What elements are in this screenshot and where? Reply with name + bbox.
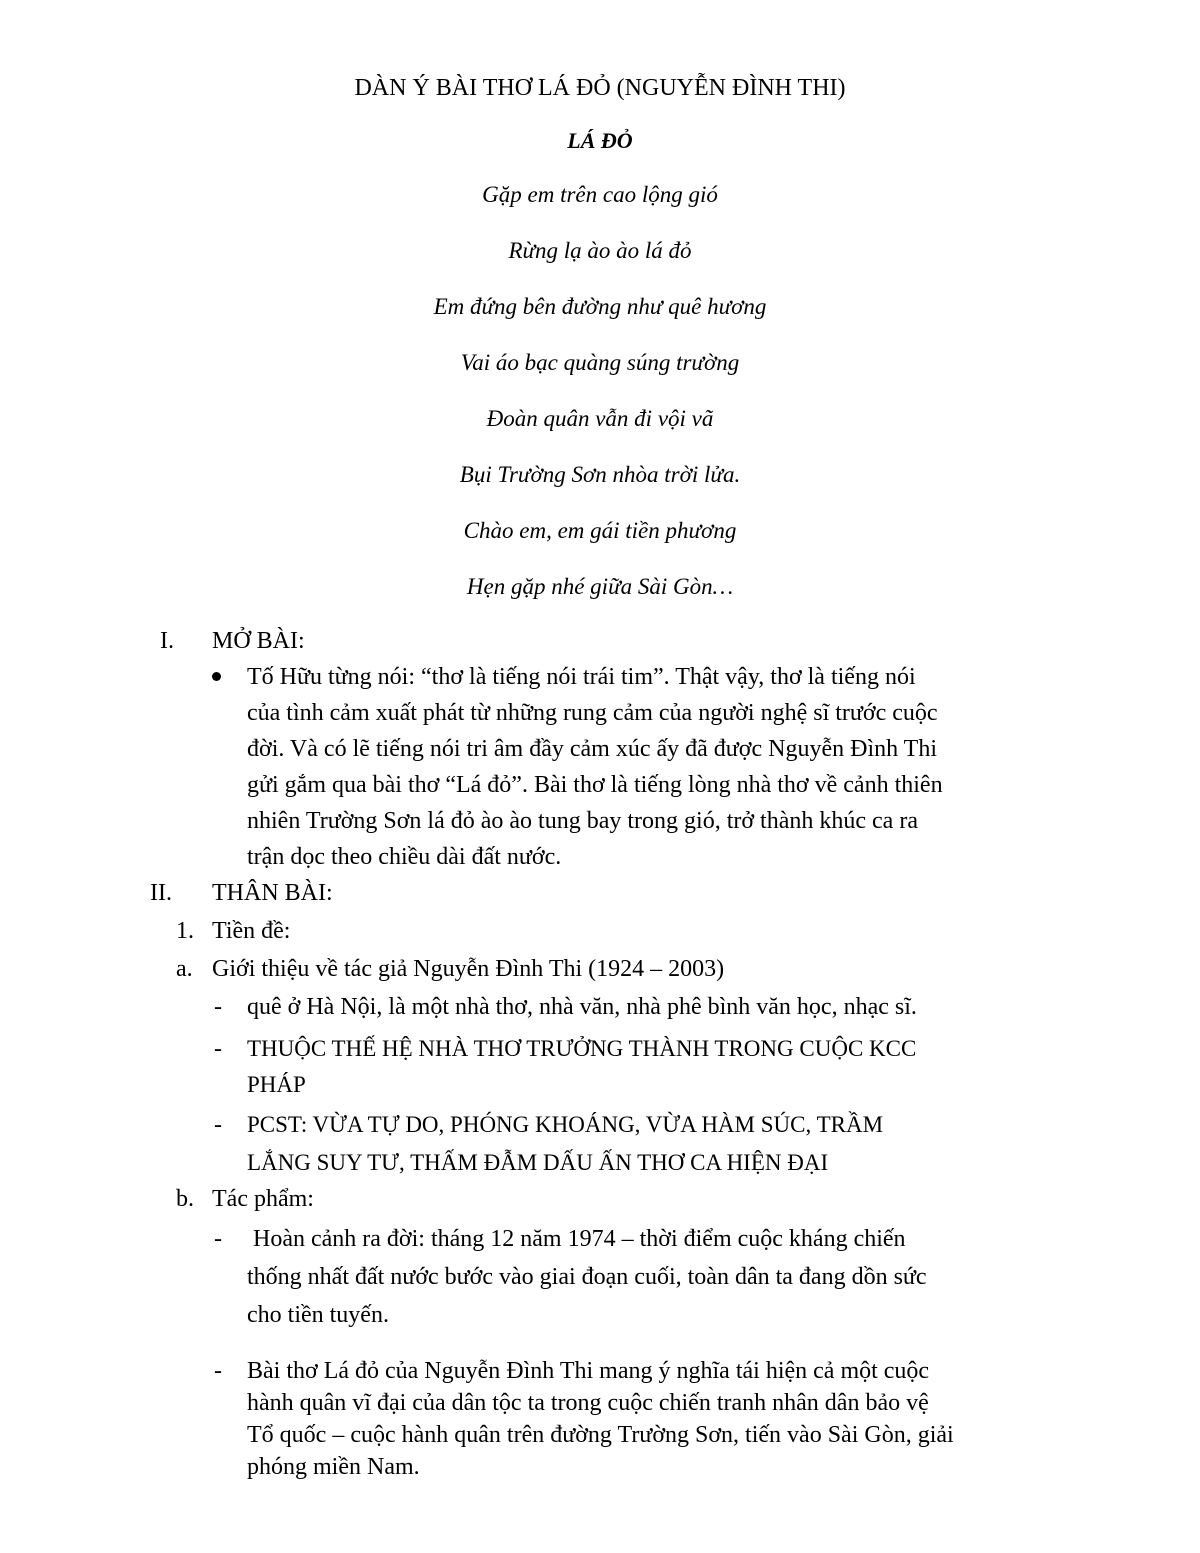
section-heading-than-bai: THÂN BÀI:	[212, 880, 333, 906]
dash-item-line: PCST: VỪA TỰ DO, PHÓNG KHOÁNG, VỪA HÀM SÚC, TRẦM	[247, 1112, 884, 1137]
dash-item-line: PHÁP	[247, 1072, 306, 1097]
list-marker: a.	[176, 956, 193, 982]
section-numeral: I.	[160, 628, 174, 654]
dash-marker: -	[214, 1112, 222, 1138]
poem-line: Em đứng bên đường như quê hương	[433, 294, 767, 319]
dash-item-line: quê ở Hà Nội, là một nhà thơ, nhà văn, nhà phê bình văn học, nhạc sĩ.	[247, 994, 917, 1020]
bullet-icon	[212, 672, 221, 681]
dash-marker: -	[214, 994, 222, 1020]
paragraph-line: nhiên Trường Sơn lá đỏ ào ào tung bay trong gió, trở thành khúc ca ra	[247, 808, 918, 834]
section-numeral: II.	[150, 880, 172, 906]
dash-marker: -	[214, 1036, 222, 1062]
dash-item-line: Bài thơ Lá đỏ của Nguyễn Đình Thi mang ý nghĩa tái hiện cả một cuộc	[247, 1358, 930, 1384]
dash-marker: -	[214, 1226, 222, 1252]
poem-line: Gặp em trên cao lộng gió	[482, 182, 718, 207]
poem-line: Bụi Trường Sơn nhòa trời lửa.	[459, 462, 741, 487]
dash-item-line: Tổ quốc – cuộc hành quân trên đường Trường Sơn, tiến vào Sài Gòn, giải	[247, 1422, 954, 1448]
list-marker: 1.	[176, 918, 194, 944]
paragraph-line: gửi gắm qua bài thơ “Lá đỏ”. Bài thơ là tiếng lòng nhà thơ về cảnh thiên	[247, 772, 943, 798]
dash-item-line: Hoàn cảnh ra đời: tháng 12 năm 1974 – thời điểm cuộc kháng chiến	[247, 1226, 906, 1252]
subheading-tien-de: Tiền đề:	[212, 918, 291, 944]
dash-item-line: THUỘC THẾ HỆ NHÀ THƠ TRƯỞNG THÀNH TRONG CUỘC KCC	[247, 1036, 917, 1061]
subheading-tac-gia: Giới thiệu về tác giả Nguyễn Đình Thi (1924 – 2003)	[212, 956, 725, 982]
dash-item-line: LẮNG SUY TƯ, THẤM ĐẪM DẤU ẤN THƠ CA HIỆN ĐẠI	[247, 1150, 829, 1175]
document-title: DÀN Ý BÀI THƠ LÁ ĐỎ (NGUYỄN ĐÌNH THI)	[354, 75, 846, 101]
dash-item-line: cho tiền tuyến.	[247, 1302, 389, 1328]
poem-line: Chào em, em gái tiền phương	[463, 518, 737, 543]
section-heading-mo-bai: MỞ BÀI:	[212, 628, 305, 654]
poem-line: Vai áo bạc quàng súng trường	[460, 350, 740, 375]
paragraph-line: trận dọc theo chiều dài đất nước.	[247, 844, 562, 870]
subheading-tac-pham: Tác phẩm:	[212, 1186, 314, 1212]
poem-title: LÁ ĐỎ	[567, 128, 633, 153]
poem-line: Đoàn quân vẫn đi vội vã	[486, 406, 714, 431]
paragraph-line: của tình cảm xuất phát từ những rung cảm của người nghệ sĩ trước cuộc	[247, 700, 938, 726]
paragraph-line: Tố Hữu từng nói: “thơ là tiếng nói trái tim”. Thật vậy, thơ là tiếng nói	[247, 664, 916, 690]
list-marker: b.	[176, 1186, 194, 1212]
dash-item-line: phóng miền Nam.	[247, 1454, 420, 1480]
dash-item-line: hành quân vĩ đại của dân tộc ta trong cuộc chiến tranh nhân dân bảo vệ	[247, 1390, 929, 1416]
poem-line: Rừng lạ ào ào lá đỏ	[508, 238, 692, 263]
paragraph-line: đời. Và có lẽ tiếng nói tri âm đầy cảm xúc ấy đã được Nguyễn Đình Thi	[247, 736, 937, 762]
dash-marker: -	[214, 1358, 222, 1384]
dash-item-line: thống nhất đất nước bước vào giai đoạn cuối, toàn dân ta đang dồn sức	[247, 1264, 927, 1290]
poem-line: Hẹn gặp nhé giữa Sài Gòn…	[466, 574, 734, 599]
